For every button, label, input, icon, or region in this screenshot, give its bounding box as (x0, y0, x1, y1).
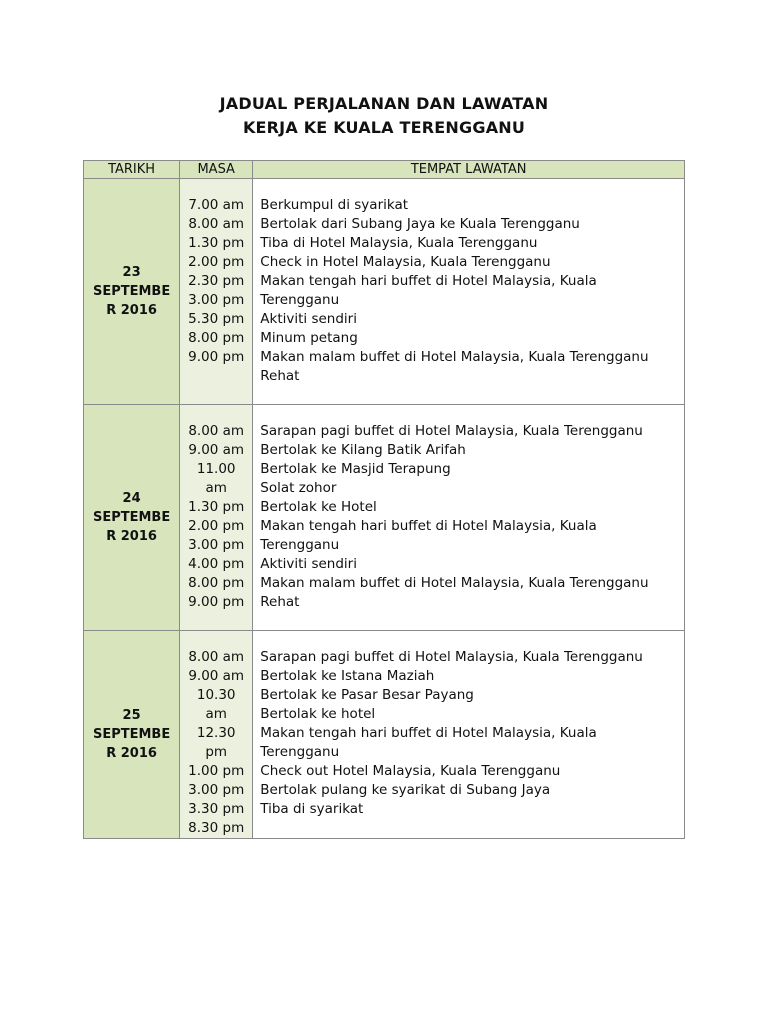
activity-entry: Berkumpul di syarikat (260, 197, 409, 213)
date-cell (84, 631, 180, 839)
time-entry: 1.00 pm (188, 763, 245, 779)
time-entry: 8.00 pm (188, 575, 245, 591)
activity-entry: Rehat (260, 594, 300, 610)
time-entry: 3.00 pm (188, 782, 245, 798)
time-entry: 3.00 pm (188, 537, 245, 553)
activity-cell (253, 631, 685, 839)
table-row (84, 631, 685, 839)
time-entry: 9.00 pm (188, 594, 245, 610)
time-entry: 5.30 pm (188, 311, 245, 327)
time-entry: 8.00 am (188, 423, 245, 439)
time-entry: 7.00 am (188, 197, 245, 213)
activity-entry: Sarapan pagi buffet di Hotel Malaysia, Kuala Terengganu (260, 649, 643, 665)
date-text: SEPTEMBE (92, 510, 171, 525)
header-tarikh: TARIKH (84, 161, 180, 179)
activity-entry: Terengganu (260, 537, 340, 553)
time-entry: 1.30 pm (188, 499, 245, 515)
itinerary-table (83, 160, 685, 839)
date-text: 25 (122, 708, 141, 723)
activity-entry: Makan malam buffet di Hotel Malaysia, Kuala Terengganu (260, 575, 649, 591)
time-entry: 8.30 pm (188, 820, 245, 836)
header-masa: MASA (180, 161, 253, 179)
time-cell (180, 405, 253, 631)
activity-entry: Sarapan pagi buffet di Hotel Malaysia, Kuala Terengganu (260, 423, 643, 439)
date-text: R 2016 (106, 529, 157, 544)
activity-entry: Solat zohor (260, 480, 337, 496)
date-text: 24 (122, 491, 141, 506)
activity-entry: Check in Hotel Malaysia, Kuala Terengganu (260, 254, 551, 270)
activity-entry: Makan tengah hari buffet di Hotel Malaysia, Kuala (260, 725, 597, 741)
time-entry: am (205, 480, 227, 496)
activity-entry: Bertolak ke Hotel (260, 499, 377, 515)
activity-entry: Aktiviti sendiri (260, 311, 357, 327)
time-entry: 1.30 pm (188, 235, 245, 251)
time-entry: 3.00 pm (188, 292, 245, 308)
time-entry: 9.00 am (188, 442, 245, 458)
time-entry: 11.00 (196, 461, 236, 477)
date-cell (84, 179, 180, 405)
time-entry: 9.00 am (188, 668, 245, 684)
activity-entry: Bertolak ke Masjid Terapung (260, 461, 451, 477)
activity-entry: Makan tengah hari buffet di Hotel Malaysia, Kuala (260, 273, 597, 289)
activity-entry: Check out Hotel Malaysia, Kuala Terengganu (260, 763, 561, 779)
activity-entry: Bertolak ke Kilang Batik Arifah (260, 442, 466, 458)
activity-entry: Rehat (260, 368, 300, 384)
time-entry: pm (205, 744, 228, 760)
time-entry: 2.00 pm (188, 254, 245, 270)
date-cell (84, 405, 180, 631)
activity-entry: Terengganu (260, 292, 340, 308)
time-entry: 2.00 pm (188, 518, 245, 534)
time-entry: 8.00 pm (188, 330, 245, 346)
header-tempat-lawatan: TEMPAT LAWATAN (253, 161, 685, 179)
activity-cell (253, 179, 685, 405)
time-cell (180, 179, 253, 405)
date-text: SEPTEMBE (92, 727, 171, 742)
activity-entry: Bertolak ke Pasar Besar Payang (260, 687, 474, 703)
activity-entry: Bertolak ke hotel (260, 706, 376, 722)
date-text: R 2016 (106, 746, 157, 761)
activity-cell (253, 405, 685, 631)
title-line-1: JADUAL PERJALANAN DAN LAWATAN (219, 94, 549, 113)
time-entry: 4.00 pm (188, 556, 245, 572)
document-title (0, 92, 768, 140)
date-text: SEPTEMBE (92, 284, 171, 299)
activity-entry: Tiba di syarikat (260, 801, 364, 817)
table-header-row (84, 161, 685, 179)
table-row (84, 179, 685, 405)
activity-entry: Makan malam buffet di Hotel Malaysia, Kuala Terengganu (260, 349, 649, 365)
time-entry: 3.30 pm (188, 801, 245, 817)
time-entry: 10.30 (196, 687, 236, 703)
activity-entry: Minum petang (260, 330, 358, 346)
activity-entry: Bertolak ke Istana Maziah (260, 668, 435, 684)
date-text: 23 (122, 265, 141, 280)
time-entry: 12.30 (196, 725, 236, 741)
time-entry: am (205, 706, 227, 722)
date-text: R 2016 (106, 303, 157, 318)
activity-entry: Terengganu (260, 744, 340, 760)
time-entry: 8.00 am (188, 649, 245, 665)
time-entry: 2.30 pm (188, 273, 245, 289)
activity-entry: Tiba di Hotel Malaysia, Kuala Terengganu (260, 235, 538, 251)
activity-entry: Bertolak pulang ke syarikat di Subang Jaya (260, 782, 551, 798)
table-row (84, 405, 685, 631)
title-line-2: KERJA KE KUALA TERENGGANU (242, 118, 526, 137)
time-entry: 8.00 am (188, 216, 245, 232)
activity-entry: Aktiviti sendiri (260, 556, 357, 572)
time-entry: 9.00 pm (188, 349, 245, 365)
time-cell (180, 631, 253, 839)
activity-entry: Makan tengah hari buffet di Hotel Malaysia, Kuala (260, 518, 597, 534)
activity-entry: Bertolak dari Subang Jaya ke Kuala Terengganu (260, 216, 580, 232)
